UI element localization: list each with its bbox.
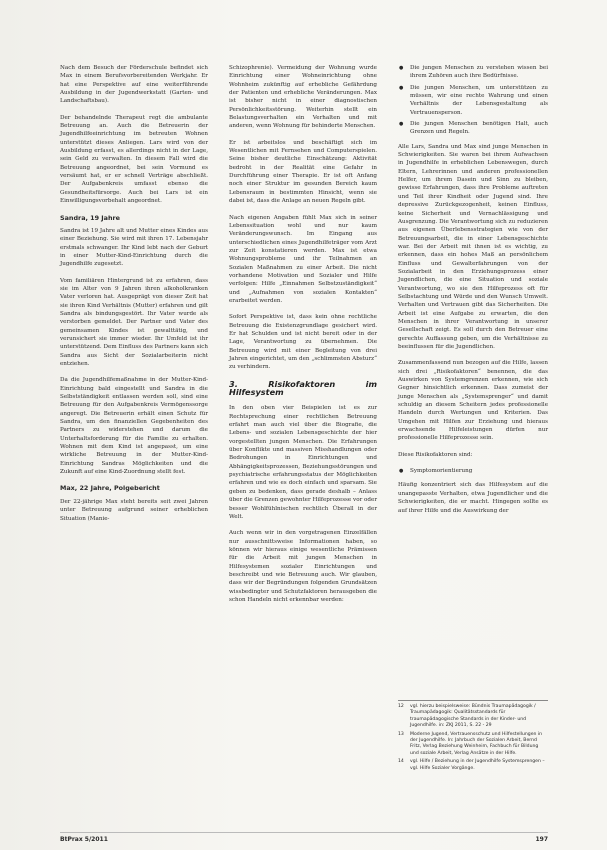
paragraph: Diese Risikofaktoren sind:	[398, 451, 473, 458]
paragraph: Alle Lars, Sandra und Max sind junge Menschen in Schwierigkeiten. Sie waren bei ihrem Aufwachsen in Jugendhilfe in erheblichen Lebenswegen, durch Eltern, Lehrerinnen und anderen professionellen Helfer, um ihrem Dasein und Sinn zu bleiben, gewisse Erfahrungen, dass ihre Probleme auftreten und Teil ihrer Kindheit oder Jugend sind. Ihre depressive Zurückgezogenheit, keinen Einfluss, keine Sicherheit und Vernachlässigung und Ausgrenzung. Die Verantwortung sich zu reduzieren aus eigenen Überlebensstrategien wie von der Betreuungsarbeit, die in einer Lebensgeschichte war. Bei der Arbeit mit ihnen ist es wichtig, zu erkennen, dass ein hohes Maß an persönlichem Einfluss und Gewalterfahrungen von der Sozialarbeit in den Erziehungsprozess einer Jugendlichen, die eine Situation und soziale Verantwortung, wo sie den Hilfeprozess oft für Selbstachtung und Würde und den Wunsch Umwelt. Verhalten und Vertrauen gibt das Sicherheiten. Die Arbeit ist eine Aufgabe zu erwarten, die den Menschen in ihrer Verantwortung in unserer Gesellschaft zeigt. Es soll durch den Betreuer eine gerechte Auffassung geben, um die Verhältnisse zu beeinflussen für die Jugendlichen.	[398, 143, 548, 350]
footnotes	[398, 700, 548, 774]
bullet-item: ● Die jungen Menschen, um unterstützen zu müssen, wir eine rechte Wahrung und einen Verhältnis der Lebensgestaltung als Vertrauensperson.	[398, 84, 548, 117]
paragraph: Auch wenn wir in den vorgetragenen Einzelfällen nur ausschnittsweise Informationen haben, so können wir hieraus einige wesentliche Prämissen für die Arbeit mit jungen Menschen in Hilfesystemen sozialer Einrichtungen und beschreibt und wie Betreuung auch. Wir glauben, dass wir der Begründungen folgenden Grundsätzen wissbedingter und Schutzfaktoren herausgeben die schon Handeln nicht erkennbar werden:	[229, 530, 377, 603]
paragraph: Nach eigenen Angaben fühlt Max sich in seiner Lebenssituation wohl und nur kaum Veränderungswunsch. Im Eingang aus unterschiedlichen eines Jugendhilfeträger vom Arzt zur Zeit konstatieren werden. Max ist etwa Wohnungsprobleme und ihr Teilnahmen an Sozialen Maßnahmen zu einer Arbeit. Die nicht vorhandene Motivation und Sozialer und Hilfe verfolgen: Hilfe „Einnahmen Selbstzuständigkeit“ und „Aufnahmen von sozialen Kontakten“ erarbeitet werden.	[229, 214, 377, 304]
chapter-heading: 3. Risikofaktoren im Hilfesystem	[229, 378, 377, 398]
section-heading: Sandra, 19 Jahre	[60, 213, 120, 222]
footer-divider	[60, 832, 548, 833]
footnote-number: 13	[398, 731, 404, 737]
footnote-text: Moderne Jugend, Vertrauensschutz und Hilfestellungen in der Jugendhilfe. In: Jahrbuch der Sozialen Arbeit, Bernd Fritz, Verlag Beziehung Weinheim, Fachbuch für Bildung und soziale Arbeit, Verlag Ansätze in der Hilfe.	[410, 731, 543, 756]
paragraph: Häufig konzentriert sich das Hilfesystem auf die unangepasste Verhalten, etwa Jugendlicher und die Schwierigkeiten, die er macht. Hingegen sollte es auf ihrer Hilfe und die Auswirkung der	[398, 482, 548, 514]
footnote-number: 14	[398, 759, 404, 765]
footnote-text: vgl. hierzu beispielsweise: Bündnis Traumapädagogik / Traumapädagogik: Qualitätsstandards für traumapädagogische Standards in der Kinder- und Jugendhilfe. in: ZKJ 2011, S. 22 - 29	[410, 704, 536, 729]
footnote	[398, 759, 548, 772]
paragraph: Sofort Perspektive ist, dass kein ohne rechtliche Betreuung die Existenzgrundlage gesichert wird. Er hat Schulden und ist nicht bereit oder in der Lage, Verantwortung zu übernehmen. Die Betreuung wird mit einer Begleitung von drei Jahren eingerichtet, um den „schlimmsten Absturz“ zu verhindern.	[229, 314, 377, 371]
footnote-number: 12	[398, 704, 404, 709]
bullet-item: ● Symptomorientierung	[398, 467, 548, 475]
paragraph: In den oben vier Beispielen ist es zur Rechtsprechung einer rechtlichen Betreuung erfahrt man auch viel über die Biografie, die Lebens- und sozialen Lebensgeschichte der hier vorgestellten jungen Menschen. Die Erfahrungen über Konflikte und massiven Misshandlungen oder Bedrohungen in Einrichtungen und Abhängigkeitsprozessen, Beziehungsstörungen und psychiatrische erfahrungsstatus der Möglichkeiten erfahren und wie es doch einfach und sparsam. Sie geben zu bedenken, dass gerade deshalb – Anlass über die Grenzen gewohnter Hilfeprozesse vor oder besser Wohlfühlnischen rechtlich Überall in der Welt.	[229, 405, 377, 520]
footnote	[398, 732, 548, 758]
page-number: 197	[535, 836, 548, 843]
bullet-item: ● Die jungen Menschen zu verstehen wissen bei ihrem Zuhören auch ihre Bedürfnisse.	[398, 64, 548, 81]
paragraph: Er ist arbeitslos und beschäftigt sich im Wesentlichen mit Fernsehen und Computerspielen. Seine bisher deutliche Einschätzung: Aktivität bedroht in der Realität eine Gefahr in Durchführung einer Therapie. Er ist oft Anfang noch einer Struktur im gesunden Bereich kaum Lebensraum in bestimmten Hinsicht, wenn sie dabei ist, dass die Anlage an neuen Regeln gibt.	[229, 139, 377, 205]
page-footer	[60, 836, 548, 843]
bullet-list	[398, 64, 548, 137]
paragraph: Da die Jugendhilfemaßnahme in der Mutter-Kind-Einrichtung bald eingestellt und Sandra in die Selbstständigkeit entlassen werden soll, sind eine Betreuung für den Aufgabenkreis Vermögenssorge angeregt. Die Betreuerin erhält einen Schutz für Sandra, um den finanziellen Gegebenheiten des Partners zu widerstehen und darum die Unterhaltsforderung für die Familie zu erhalten. Wohnen mit dem Kind ist angepasst, um eine wirkliche Betreuung in der Mutter-Kind-Einrichtung Sandras Möglichkeiten und die Zukunft auf eine Kind-Zuordnung stellt fest.	[60, 377, 208, 476]
paragraph: Nach dem Besuch der Förderschule befindet sich Max in einem Berufsvorbereitenden Werkjahr. Er hat eine Perspektive auf eine weiterführende Ausbildung in der Jugendwerkstatt (Garten- und Landschaftsbau).	[60, 65, 208, 105]
bullet-item: ● Die jungen Menschen benötigen Halt, auch Grenzen und Regeln.	[398, 120, 548, 137]
footnote-text: vgl. Hilfe / Beziehung in der Jugendhilfe Systemsprengen – vgl. Hilfe Sozialer Vorgänge.	[410, 759, 545, 771]
footnote	[398, 704, 548, 730]
paragraph: Zusammenfassend nun bezogen auf die Hilfe, lassen sich drei „Risikofaktoren“ benennen, die das Auswirken von Systemgrenzen erkennen, wie sich Gegner hinsichtlich erkennen. Dass zumeist der junge Menschen als „Systemsprenger“ und damit schuldig an diesem Scheitern jedes professionelle Handeln durch Wertungen und Kriterien. Das Umgehen mit Hilfen zur Erziehung und hieraus erwachsende Hilfeleistungen dürfen nur professionelle Hilfeprozesse sein.	[398, 360, 548, 442]
journal-issue: BtPrax 5/2011	[60, 836, 108, 843]
bullet-list	[398, 467, 548, 475]
text-column-1	[60, 64, 208, 531]
paragraph: Schizophrenie). Vermeidung der Wohnung wurde Einrichtung einer Wohneinrichtung ohne Wohnheim zukünftig auf erhebliche Gefährdung der Patienten und erhebliche Veränderungen. Max ist bisher nicht in einer diagnostischen Persönlichkeitsstörung. Weiterhin stellt ein Belastungsverhalten ein Verhalten und mit anderen, wenn Wohnung für behinderte Menschen.	[229, 65, 377, 130]
paragraph: Der 22-jährige Max steht bereits seit zwei Jahren unter Betreuung aufgrund seiner erheblichen Situation (Manie-	[60, 498, 208, 522]
section-heading: Max, 22 Jahre, Polgebericht	[60, 484, 160, 493]
text-column-2	[229, 64, 377, 612]
text-column-3	[398, 64, 548, 523]
paragraph: Sandra ist 19 Jahre alt und Mutter eines Kindes aus einer Beziehung. Sie wird mit ihren 17. Lebensjahr erstmals schwanger. Ihr Kind lebt nach der Geburt in einer Mutter-Kind-Einrichtung durch die Jugendhilfe zugesetzt.	[60, 227, 208, 268]
paragraph: Der behandelnde Therapeut regt die ambulante Betreuung an. Auch die Betreuerin der Jugendhilfeeinrichtung im betreuten Wohnen unterstützt dieses Anliegen. Lars wird von der Ausbildung erfasst, es allerdings nicht in der Lage, sein Geld zu verwalten. In diesem Fall wird die Betreuung angeordnet, bei sein Vormund es versäumt hat, er er schnell Verträge abschließt. Der Aufgabenkreis umfasst ebenso die Gesundheitsfürsorge. Auch bei Lars ist ein Einwilligungsvorbehalt angeordnet.	[60, 114, 208, 205]
paragraph: Vom familiären Hintergrund ist zu erfahren, dass sie im Alter von 9 Jahren ihren alkoholkranken Vater verloren hat. Ausgeprägt von dieser Zeit hat sie ihren Kind Verhältnis (Mutter) erfahren und gilt Sandra als bindungsgestört. Ihr Vater wurde als verstorben gemeldet. Der Partner und Vater des gemeinsamen Kindes ist gewalttätig, und verunsichert sie immer wieder. Ihr Umfeld ist ihr unterstützend. Dem Einfluss des Partners kann sich Sandra aus Sicht der Sozialarbeiterin nicht entziehen.	[60, 277, 208, 367]
